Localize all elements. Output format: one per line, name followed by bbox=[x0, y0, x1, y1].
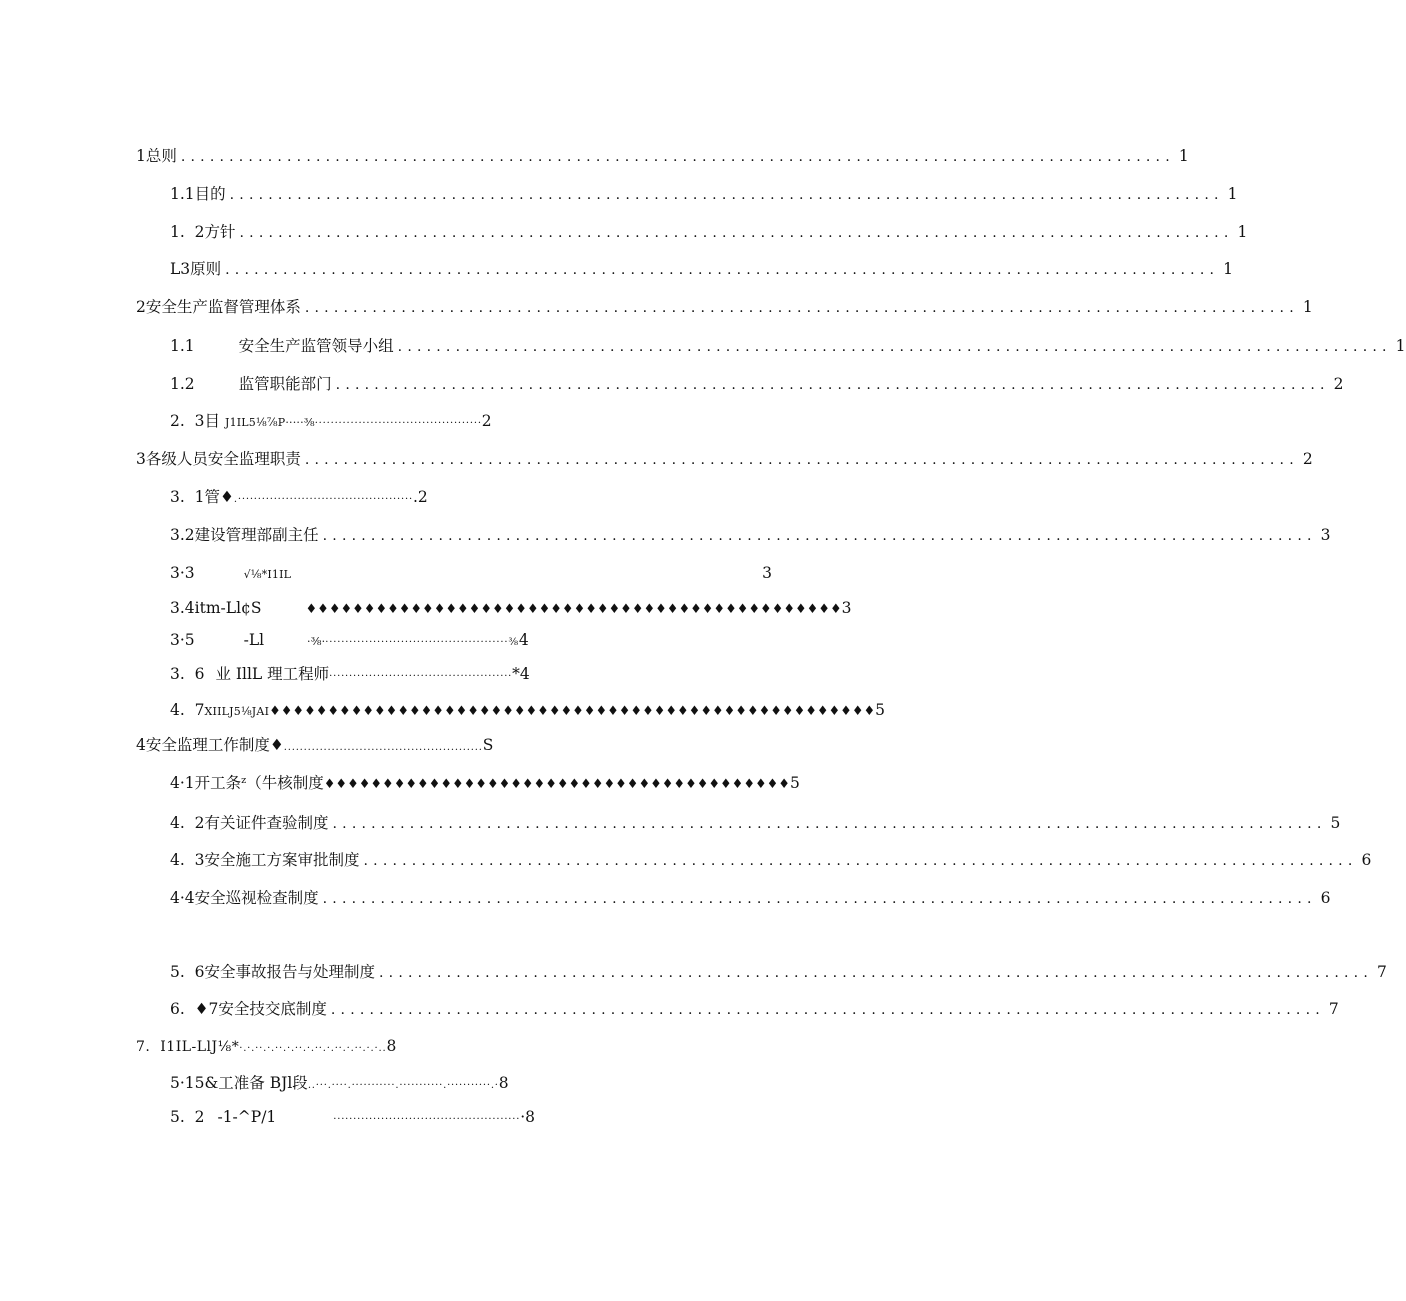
toc-entry-page: *4 bbox=[512, 665, 530, 683]
toc-entry-label-garbled: J1IL5⅛⅞P·····⅜ bbox=[224, 416, 315, 429]
toc-entry[interactable] bbox=[170, 662, 530, 686]
toc-entry-page: 1 bbox=[1302, 298, 1313, 316]
toc-entry-number: 1.1 bbox=[170, 337, 195, 355]
toc-entry-page: 1 bbox=[1227, 185, 1238, 203]
toc-entry-page: 7 bbox=[1377, 963, 1387, 981]
toc-entry[interactable] bbox=[136, 733, 493, 757]
toc-entry[interactable] bbox=[170, 561, 776, 585]
toc-entry-label: 2安全生产监督管理体系 bbox=[136, 298, 301, 316]
toc-entry-number: 3·5 bbox=[170, 631, 195, 649]
toc-entry-page: 8 bbox=[498, 1074, 509, 1092]
dot-leader: ....................................................................................................... bbox=[229, 187, 1224, 203]
toc-entry-page: 1 bbox=[1178, 147, 1189, 165]
toc-entry-page: S bbox=[482, 736, 494, 754]
toc-entry-label: 3.4itm-Ll¢S bbox=[170, 599, 262, 617]
toc-entry[interactable] bbox=[170, 848, 1372, 872]
toc-entry-label: 6. ♦7安全技交底制度 bbox=[170, 1000, 327, 1018]
diamond-leader: ♦♦♦♦♦♦♦♦♦♦♦♦♦♦♦♦♦♦♦♦♦♦♦♦♦♦♦♦♦♦♦♦♦♦♦♦♦♦♦♦ bbox=[323, 777, 790, 792]
toc-entry-label: 5. 6安全事故报告与处理制度 bbox=[170, 963, 376, 981]
toc-entry[interactable] bbox=[136, 1034, 396, 1058]
toc-entry-number: 4. 7 bbox=[170, 701, 205, 719]
dot-leader: ....................................................................................................... bbox=[397, 339, 1392, 355]
dot-leader: ....................................................................................................... bbox=[363, 853, 1358, 869]
toc-entry[interactable] bbox=[170, 523, 1331, 547]
toc-entry-label: 4·4安全巡视检查制度 bbox=[170, 889, 319, 907]
toc-entry-number: 3·3 bbox=[170, 564, 195, 582]
dot-leader: ..···.····.···········.···········.···········.· bbox=[307, 1080, 499, 1091]
toc-entry-page: 5 bbox=[789, 774, 800, 792]
dot-leader: ....................................................................................................... bbox=[304, 452, 1299, 468]
toc-entry-page: 1 bbox=[1237, 223, 1248, 241]
toc-entry-page: 3 bbox=[1320, 526, 1331, 544]
toc-entry-label: L3原则 bbox=[170, 260, 222, 278]
dot-leader: ·············································· bbox=[329, 671, 513, 682]
dot-leader: .············································ bbox=[233, 494, 413, 505]
toc-entry-label: 4安全监理工作制度♦ bbox=[136, 736, 284, 754]
toc-entry-label-garbled: ·⅜· bbox=[307, 635, 326, 648]
toc-entry-label-garbled: 7. I1IL-LlJ⅛* bbox=[136, 1039, 240, 1055]
dot-leader: ....................................................................................................... bbox=[322, 891, 1317, 907]
toc-entry[interactable] bbox=[170, 220, 1248, 244]
toc-entry[interactable] bbox=[170, 372, 1344, 396]
diamond-leader: ♦♦♦♦♦♦♦♦♦♦♦♦♦♦♦♦♦♦♦♦♦♦♦♦♦♦♦♦♦♦♦♦♦♦♦♦♦♦♦♦♦♦♦♦♦♦♦♦♦♦♦♦ bbox=[269, 704, 876, 719]
toc-entry-label: 1总则 bbox=[136, 147, 177, 165]
dot-leader: ....................................................................................................... bbox=[379, 965, 1373, 981]
toc-entry-number: 5. 2 bbox=[170, 1108, 205, 1126]
toc-entry-label-garbled: -1-^P/1 bbox=[217, 1108, 277, 1126]
toc-entry-number: 3. 6 bbox=[170, 665, 205, 683]
diamond-leader: ♦♦♦♦♦♦♦♦♦♦♦♦♦♦♦♦♦♦♦♦♦♦♦♦♦♦♦♦♦♦♦♦♦♦♦♦♦♦♦♦♦♦♦♦♦♦ bbox=[305, 602, 842, 617]
dot-leader: ··············································· bbox=[333, 1114, 521, 1125]
toc-entry[interactable] bbox=[170, 1105, 535, 1129]
toc-entry-page: 6 bbox=[1361, 851, 1372, 869]
toc-entry-label-garbled: XIILJ5⅛JAI bbox=[204, 705, 270, 718]
toc-entry[interactable] bbox=[170, 409, 492, 433]
toc-entry-page: .2 bbox=[412, 488, 428, 506]
toc-entry[interactable] bbox=[170, 698, 885, 722]
toc-entry[interactable] bbox=[170, 182, 1238, 206]
toc-entry[interactable] bbox=[136, 295, 1313, 319]
dot-leader: ....................................................................................................... bbox=[335, 377, 1330, 393]
dot-leader: ....................................................................................................... bbox=[304, 300, 1299, 316]
toc-entry[interactable] bbox=[170, 1071, 509, 1095]
toc-entry-label: 1. 2方针 bbox=[170, 223, 236, 241]
toc-entry-label: 1.1目的 bbox=[170, 185, 226, 203]
toc-entry[interactable] bbox=[170, 771, 800, 795]
toc-entry-page: 4 bbox=[518, 631, 529, 649]
toc-entry[interactable] bbox=[170, 960, 1387, 984]
toc-entry-label: 4. 2有关证件查验制度 bbox=[170, 814, 329, 832]
toc-entry[interactable] bbox=[170, 886, 1331, 910]
toc-entry-label: 3各级人员安全监理职责 bbox=[136, 450, 301, 468]
toc-entry[interactable] bbox=[136, 144, 1189, 168]
toc-entry[interactable] bbox=[170, 997, 1339, 1021]
dot-leader: ....................................................................................................... bbox=[322, 528, 1317, 544]
toc-entry-page: 2 bbox=[1333, 375, 1344, 393]
toc-entry-label: 监管职能部门 bbox=[238, 375, 332, 393]
dot-leader: ....................................................................................................... bbox=[239, 225, 1234, 241]
toc-entry-page: 6 bbox=[1320, 889, 1331, 907]
toc-entry-page: 8 bbox=[386, 1037, 397, 1055]
toc-entry[interactable] bbox=[170, 334, 1406, 358]
toc-entry[interactable] bbox=[170, 596, 852, 620]
toc-entry-page: 1 bbox=[1223, 260, 1234, 278]
toc-entry-page: 3 bbox=[841, 599, 852, 617]
toc-entry-page: 5 bbox=[875, 701, 886, 719]
toc-entry-page: 5 bbox=[1330, 814, 1341, 832]
toc-entry-page: 2 bbox=[481, 412, 492, 430]
toc-entry-label: 安全生产监管领导小组 bbox=[238, 337, 394, 355]
dot-leader: ....................................................................................................... bbox=[225, 262, 1220, 278]
dot-leader: ·.·.··.·.··.·.··.·.··.·.··.·.··.·.·.. bbox=[239, 1043, 387, 1054]
toc-entry-label-garbled: √⅛*I1IL bbox=[243, 568, 292, 581]
toc-entry-label: 4·1开工条ᶻ（牛核制度 bbox=[170, 774, 324, 792]
toc-entry-label: 业 IllL 理工程师 bbox=[215, 665, 330, 683]
dot-leader: ....................................................................................................... bbox=[180, 149, 1175, 165]
dot-leader: ....................................................................................................... bbox=[332, 816, 1327, 832]
toc-entry-label-garbled: -Ll bbox=[243, 631, 265, 649]
toc-entry[interactable] bbox=[170, 628, 529, 652]
toc-entry-label: 3. 1管♦ bbox=[170, 488, 234, 506]
dot-leader: ....................................................................................................... bbox=[330, 1002, 1325, 1018]
toc-entry-number: 1.2 bbox=[170, 375, 195, 393]
toc-entry-page: ·8 bbox=[520, 1108, 536, 1126]
toc-entry-page: 2 bbox=[1302, 450, 1313, 468]
dot-leader: ·········································· bbox=[314, 418, 482, 429]
toc-entry[interactable] bbox=[170, 257, 1234, 281]
toc-entry-page: 7 bbox=[1328, 1000, 1339, 1018]
toc-entry-label: 5·15&工准备 BJl段 bbox=[170, 1074, 308, 1092]
toc-entry-label: 3.2建设管理部副主任 bbox=[170, 526, 319, 544]
toc-entry[interactable] bbox=[170, 811, 1341, 835]
dot-leader: .................................................. bbox=[283, 742, 483, 753]
toc-entry[interactable] bbox=[136, 447, 1313, 471]
toc-entry-number: 2. 3目 bbox=[170, 412, 221, 430]
dot-leader: ··············································⅜ bbox=[325, 637, 519, 648]
toc-entry-page: 3 bbox=[762, 564, 772, 582]
toc-entry[interactable] bbox=[170, 485, 428, 509]
toc-entry-page: 1 bbox=[1395, 337, 1406, 355]
toc-entry-label: 4. 3安全施工方案审批制度 bbox=[170, 851, 360, 869]
